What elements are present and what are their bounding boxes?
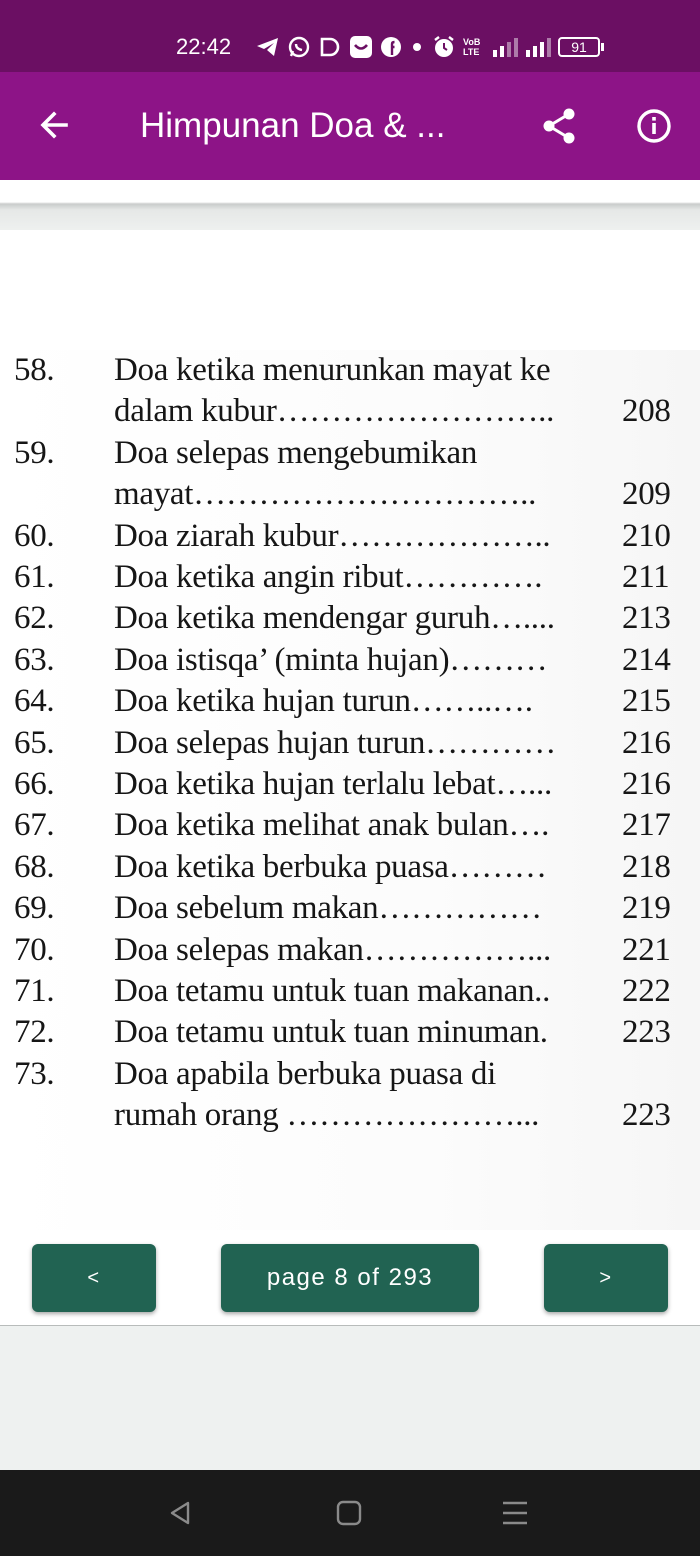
toc-page-number: 218 [622,848,671,885]
book-page[interactable] [0,350,700,1230]
battery-icon [558,37,604,57]
toc-title: Doa tetamu untuk tuan minuman. [114,1014,548,1051]
toc-number: 69. [14,890,55,927]
toc-row [0,642,700,682]
toc-page-number: 219 [622,890,671,927]
toc-title: Doa selepas hujan turun………… [114,724,556,761]
prev-page-button[interactable] [32,1244,156,1312]
toc-number: 71. [14,973,55,1009]
toc-title: Doa apabila berbuka puasa di [114,1055,496,1092]
toc-page-number: 222 [622,973,671,1009]
toc-number: 61. [14,559,55,595]
toc-title: Doa ketika hujan turun……..…. [114,683,533,720]
toc-row [0,1056,700,1096]
toc-number: 67. [14,807,55,844]
toc-row [0,476,700,516]
status-time: 22:42 [176,34,232,59]
menu-lines-icon [500,1498,530,1528]
toc-row [0,766,700,806]
page-indicator-label: page 8 of 293 [266,1264,434,1291]
toc-row [0,725,700,765]
toc-number: 59. [14,434,55,471]
system-back-button[interactable] [166,1498,196,1528]
whatsapp-icon [287,35,311,59]
bottom-empty-area [0,1326,700,1470]
content-shadow [0,180,700,230]
facebook-icon [380,36,402,58]
toc-title: rumah orang …………………... [114,1097,540,1134]
toc-number: 64. [14,683,55,720]
toc-title: Doa selepas makan……………... [114,931,551,968]
toc-row [0,932,700,972]
toc-page-number: 213 [622,600,671,637]
toc-title: mayat………………………….. [114,476,537,513]
inbox-icon [349,35,373,59]
toc-page-number: 215 [622,683,671,720]
toc-row [0,352,700,392]
toc-row [0,973,700,1013]
toc-page-number: 223 [622,1014,671,1051]
toc-page-number: 221 [622,931,671,968]
toc-page-number: 211 [622,559,670,595]
toc-row [0,1097,700,1137]
battery-level: 91 [558,37,600,57]
app-title: Himpunan Doa & ... [140,106,446,145]
toc-number: 68. [14,848,55,885]
back-button[interactable] [32,102,78,148]
app-bar [0,72,700,180]
toc-page-number: 216 [622,724,671,761]
toc-number: 58. [14,352,55,388]
status-bar [0,0,700,72]
toc-row [0,559,700,599]
toc-row [0,683,700,723]
next-page-button[interactable] [544,1244,668,1312]
toc-page-number: 208 [622,393,671,430]
toc-number: 66. [14,766,55,802]
alarm-icon [432,35,456,59]
toc-page-number: 214 [622,641,671,678]
arrow-left-icon [32,102,78,148]
toc-title: dalam kubur…………………….. [114,393,555,430]
toc-page-number: 217 [622,807,671,844]
toc-title: Doa istisqa’ (minta hujan)……… [114,641,548,678]
pager [0,1244,700,1314]
toc-row [0,518,700,558]
signal-icon [492,36,518,58]
toc-page-number: 216 [622,766,671,802]
toc-row [0,807,700,847]
telegram-icon [256,36,280,58]
toc-row [0,600,700,640]
toc-page-number: 210 [622,517,671,554]
toc-number: 65. [14,724,55,761]
toc-title: Doa selepas mengebumikan [114,434,478,471]
bubble-icon [318,35,342,59]
toc-title: Doa tetamu untuk tuan makanan.. [114,973,551,1009]
toc-row [0,890,700,930]
toc-title: Doa ketika berbuka puasa……… [114,848,547,885]
toc-number: 72. [14,1014,55,1051]
toc-number: 70. [14,931,55,968]
toc-number: 73. [14,1055,55,1092]
system-home-button[interactable] [334,1498,364,1528]
toc-page-number: 209 [622,476,671,513]
toc-number: 60. [14,517,55,554]
toc-row [0,1014,700,1054]
toc-title: Doa ketika angin ribut…………. [114,559,543,595]
toc-title: Doa ketika melihat anak bulan…. [114,807,550,844]
toc-number: 63. [14,641,55,678]
next-label: > [599,1266,613,1289]
prev-label: < [87,1266,101,1289]
dot-icon [409,39,425,55]
info-icon [632,104,676,148]
toc-row [0,393,700,433]
toc-page-number: 223 [622,1097,671,1134]
share-icon [538,104,582,148]
toc-title: Doa ketika hujan terlalu lebat…... [114,766,552,802]
status-icons [256,33,604,61]
toc-title: Doa ketika mendengar guruh….... [114,600,555,637]
share-button[interactable] [538,104,582,148]
page-indicator-button[interactable] [221,1244,479,1312]
volte-icon: VoB LTE [463,37,481,57]
home-square-icon [334,1498,364,1528]
toc-title: Doa sebelum makan…………… [114,890,542,927]
toc-title: Doa ketika menurunkan mayat ke [114,352,551,388]
toc-title: Doa ziarah kubur……………….. [114,517,551,554]
toc-row [0,435,700,475]
toc-number: 62. [14,600,55,637]
signal-icon [525,36,551,58]
info-button[interactable] [632,104,676,148]
toc-row [0,849,700,889]
back-triangle-icon [166,1498,196,1528]
system-nav-bar [0,1470,700,1556]
system-recents-button[interactable] [500,1498,530,1528]
